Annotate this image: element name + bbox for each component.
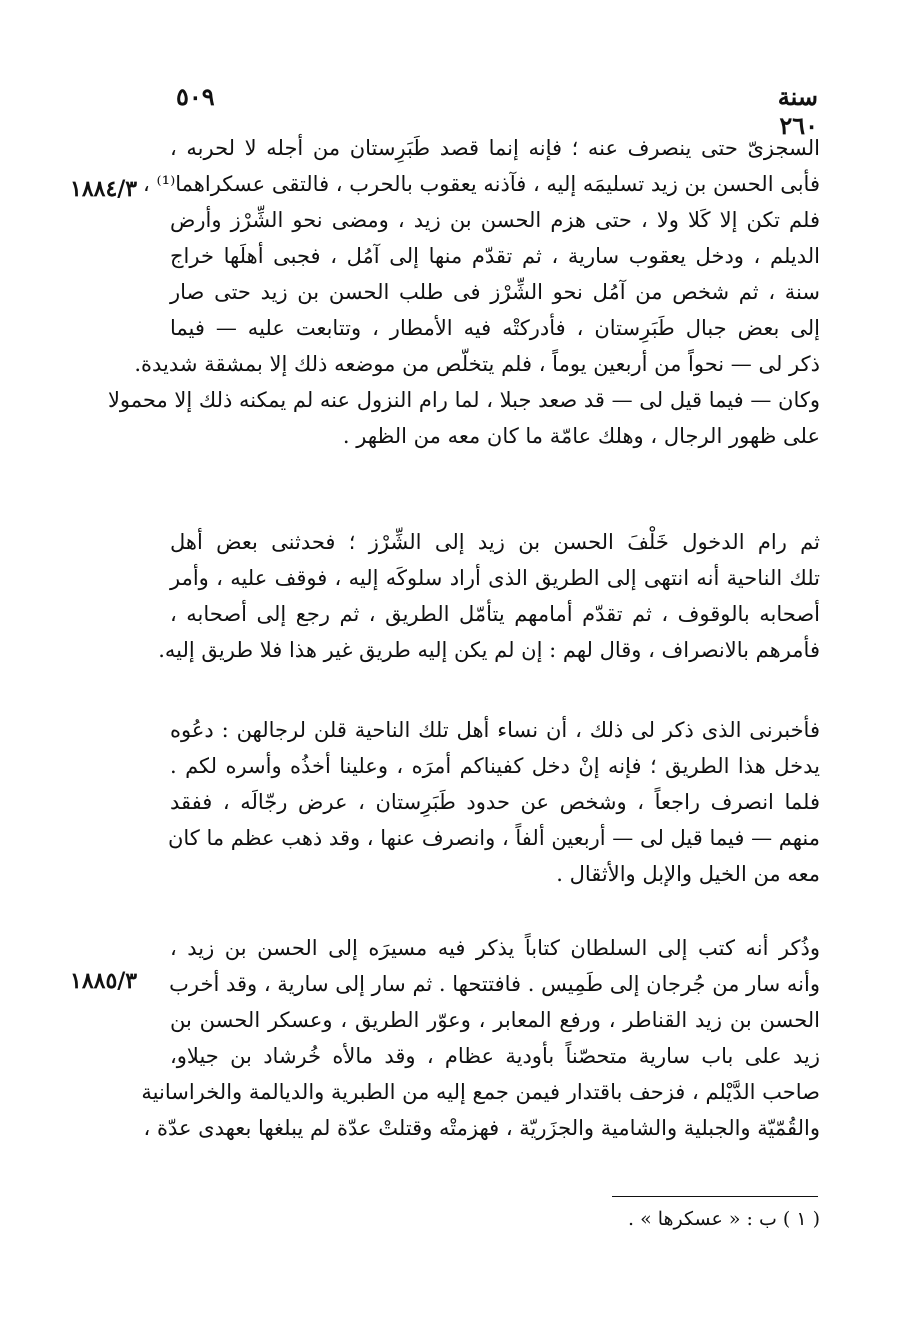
text-line: إلى بعض جبال طَبَرِستان ، فأدركتْه فيه الأمطار ، وتتابعت عليه — فيما xyxy=(170,316,820,340)
text-line: فلم تكن إلا كَلا ولا ، حتى هزم الحسن بن زيد ، ومضى نحو الشِّرْز وأرض xyxy=(170,208,821,232)
text-line: منهم — فيما قيل لى — أربعين ألفاً ، وانصرف عنها ، وقد ذهب عظم ما كان xyxy=(167,826,820,850)
text-line: وكان — فيما قيل لى — قد صعد جبلا ، لما رام النزول عنه لم يمكنه ذلك إلا محمولا xyxy=(107,388,820,412)
text-line: ذكر لى — نحواً من أربعين يوماً ، فلم يتخلّص من موضعه ذلك إلا بمشقة شديدة. xyxy=(134,352,820,376)
text-line: فأمرهم بالانصراف ، وقال لهم : إن لم يكن إليه طريق غير هذا فلا طريق إليه. xyxy=(158,638,820,662)
paragraph xyxy=(167,712,820,892)
text-line: وذُكر أنه كتب إلى السلطان كتاباً يذكر فيه مسيرَه إلى الحسن بن زيد ، xyxy=(170,936,820,960)
text-line: فأخبرنى الذى ذكر لى ذلك ، أن نساء أهل تلك الناحية قلن لرجالهن : دعُوه xyxy=(170,718,820,742)
paragraph xyxy=(158,524,820,668)
footnote: ( ١ ) ب : « عسكرها » . xyxy=(627,1208,820,1230)
margin-reference: ١٨٨٥/٣ xyxy=(70,968,138,994)
footnote-divider xyxy=(612,1196,818,1197)
text-line: فأبى الحسن بن زيد تسليمَه إليه ، فآذنه يعقوب بالحرب ، فالتقى عسكراهما⁽¹⁾ ، xyxy=(143,172,820,196)
text-line: ثم رام الدخول خَلْفَ الحسن بن زيد إلى الشِّرْز ؛ فحدثنى بعض أهل xyxy=(170,530,820,554)
text-line: صاحب الدَّيْلم ، فزحف باقتدار فيمن جمع إليه من الطبرية والديالمة والخراسانية xyxy=(141,1080,820,1104)
text-line: أصحابه بالوقوف ، ثم تقدّم أمامهم يتأمّل الطريق ، ثم رجع إلى أصحابه ، xyxy=(170,602,820,626)
margin-reference: ١٨٨٤/٣ xyxy=(70,176,138,202)
text-line: فلما انصرف راجعاً ، وشخص عن حدود طَبَرِستان ، عرض رجّالَه ، ففقد xyxy=(170,790,820,814)
paragraph xyxy=(107,130,821,454)
running-header-year: سنة ٢٦٠ xyxy=(777,82,818,140)
paragraph xyxy=(141,930,820,1146)
text-line: معه من الخيل والإبل والأثقال . xyxy=(556,862,820,886)
text-line: السجزىّ حتى ينصرف عنه ؛ فإنه إنما قصد طَبَرِستان من أجله لا لحربه ، xyxy=(170,136,820,160)
text-line: تلك الناحية أنه انتهى إلى الطريق الذى أراد سلوكَه إليه ، فوقف عليه ، وأمر xyxy=(170,566,820,590)
page-number: ٥٠٩ xyxy=(176,82,215,111)
text-line: وأنه سار من جُرجان إلى طَمِيس . فافتتحها . ثم سار إلى سارية ، وقد أخرب xyxy=(169,972,820,996)
text-line: والقُمّيّة والجبلية والشامية والجزَريّة ، فهزمتْه وقتلتْ عدّة لم يبلغها بعهدى عدّة ، xyxy=(143,1116,820,1140)
text-line: زيد على باب سارية متحصّناً بأودية عظام ، وقد مالأه خُرشاد بن جيلاو، xyxy=(170,1044,820,1068)
text-line: على ظهور الرجال ، وهلك عامّة ما كان معه من الظهر . xyxy=(342,424,820,448)
text-line: الديلم ، ودخل يعقوب سارية ، ثم تقدّم منها إلى آمُل ، فجبى أهلَها خراج xyxy=(170,244,820,268)
text-line: يدخل هذا الطريق ؛ فإنه إنْ دخل كفيناكم أمرَه ، وعلينا أخذُه وأسره لكم . xyxy=(170,754,820,778)
text-line: الحسن بن زيد القناطر ، ورفع المعابر ، وعوّر الطريق ، وعسكر الحسن بن xyxy=(170,1008,820,1032)
text-line: سنة ، ثم شخص من آمُل نحو الشِّرْز فى طلب الحسن بن زيد حتى صار xyxy=(170,280,820,304)
